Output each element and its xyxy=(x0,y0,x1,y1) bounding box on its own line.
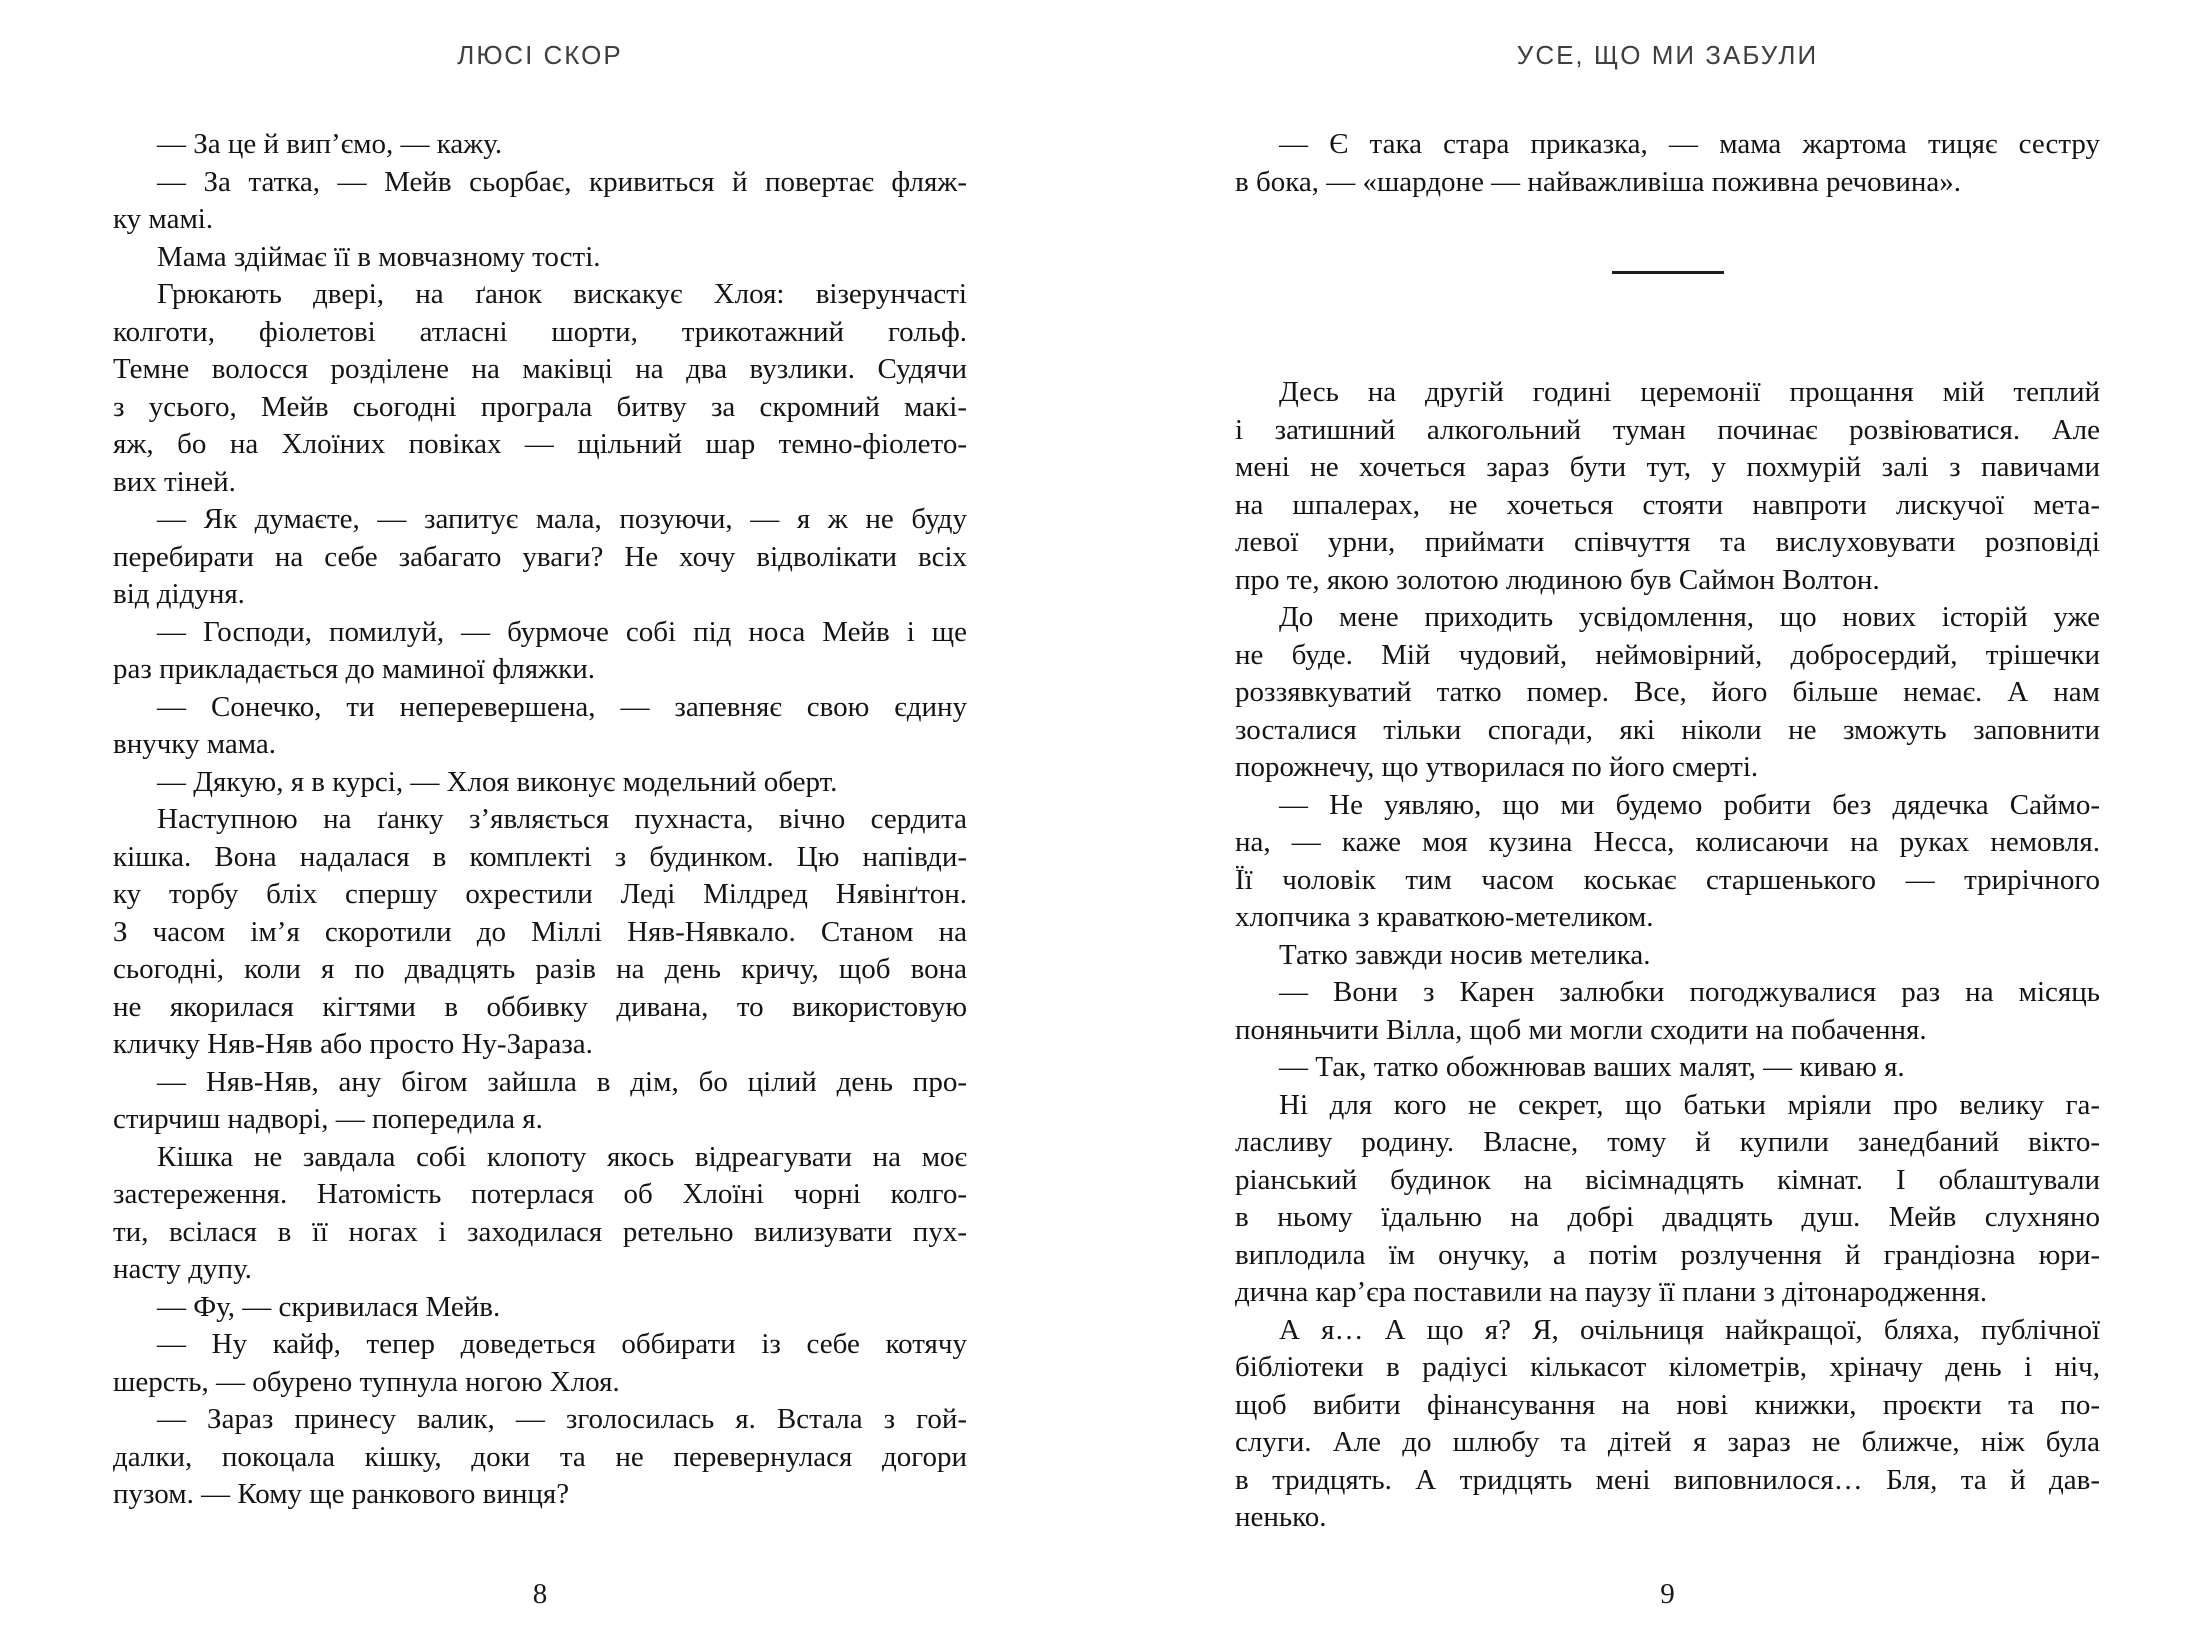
text-line: — Ну кайф, тепер доведеться оббирати із себе котячу xyxy=(157,1328,967,1360)
paragraph-group xyxy=(113,126,967,1514)
text-line: зосталися тільки спогади, які ніколи не зможуть заповнити xyxy=(1235,713,2100,746)
text-line: порожнечу, що утворилася по його смерті. xyxy=(1235,751,1759,783)
text-line: далки, покоцала кішку, доки та не перевернулася догори xyxy=(113,1440,967,1473)
paragraph xyxy=(1235,1087,2100,1312)
paragraph xyxy=(113,276,967,501)
text-line: і затишний алкогольний туман починає розвіюватися. Але xyxy=(1235,413,2100,446)
text-line: на шпалерах, не хочеться стояти навпроти лискучої мета- xyxy=(1235,488,2100,521)
text-line: в ньому їдальню на добрі двадцять душ. Мейв слухняно xyxy=(1235,1201,2100,1233)
paragraph xyxy=(113,1326,967,1401)
text-line: в тридцять. А тридцять мені виповнилося… Бля, та й дав- xyxy=(1235,1463,2100,1496)
text-line: на, — каже моя кузина Несса, колисаючи на руках немовля. xyxy=(1235,826,2100,858)
paragraph xyxy=(113,614,967,689)
text-line: Мама здіймає її в мовчазному тості. xyxy=(157,240,601,273)
paragraph xyxy=(113,801,967,1064)
text-line: Кішка не завдала собі клопоту якось відреагувати на моє xyxy=(157,1140,967,1173)
text-line: з усього, Мейв сьогодні програла битву за скромний макі- xyxy=(113,390,967,423)
paragraph xyxy=(1235,374,2100,599)
text-line: перебирати на себе забагато уваги? Не хочу відволікати всіх xyxy=(113,540,967,573)
text-line: стирчиш надворі, — попередила я. xyxy=(113,1103,543,1135)
text-line: бібліотеки в радіусі кількасот кілометрів, хріначу день і ніч, xyxy=(1235,1351,2100,1383)
text-line: в бока, — «шардоне — найважливіша поживна речовина». xyxy=(1235,165,1962,198)
text-line: — Як думаєте, — запитує мала, позуючи, — я ж не буду xyxy=(157,503,967,535)
text-line: — Няв-Няв, ану бігом зайшла в дім, бо цілий день про- xyxy=(157,1065,967,1098)
text-line: про те, якою золотою людиною був Саймон Волтон. xyxy=(1235,563,1880,596)
text-line: — Є така стара приказка, — мама жартома тицяє сестру xyxy=(1279,128,2100,160)
paragraph xyxy=(113,1139,967,1289)
text-line: ку мамі. xyxy=(113,203,214,235)
paragraph xyxy=(113,126,967,164)
text-line: — Вони з Карен залюбки погоджувалися раз на місяць xyxy=(1279,976,2100,1008)
paragraph xyxy=(1235,1049,2100,1087)
text-line: не якорилася кігтями в оббивку дивана, то використовую xyxy=(113,990,967,1023)
paragraph xyxy=(113,1064,967,1139)
paragraph xyxy=(113,764,967,802)
text-line: — За це й вип’ємо, — кажу. xyxy=(157,128,503,160)
paragraph xyxy=(1235,787,2100,937)
paragraph xyxy=(113,239,967,277)
page-right xyxy=(1235,0,2100,1650)
page-body xyxy=(1235,126,2100,1537)
text-line: щоб вибити фінансування на нові книжки, проєкти та по- xyxy=(1235,1388,2100,1421)
text-line: Татко завжди носив метелика. xyxy=(1279,938,1651,971)
text-line: — Фу, — скривилася Мейв. xyxy=(157,1290,501,1323)
text-line: Темне волосся розділене на маківці на два вузлики. Судячи xyxy=(113,353,967,385)
page-body xyxy=(113,126,967,1514)
text-line: шерсть, — обурено тупнула ногою Хлоя. xyxy=(113,1365,620,1398)
text-line: ріанський будинок на вісімнадцять кімнат. І облаштували xyxy=(1235,1163,2100,1196)
paragraph xyxy=(113,1401,967,1514)
text-line: ку торбу бліх спершу охрестили Леді Мілдред Нявінґтон. xyxy=(113,878,967,910)
text-line: — Сонечко, ти неперевершена, — запевняє свою єдину xyxy=(157,690,967,723)
text-line: — Так, татко обожнював ваших малят, — киваю я. xyxy=(1279,1051,1905,1083)
text-line: слуги. Але до шлюбу та дітей я зараз не ближче, ніж була xyxy=(1235,1426,2100,1458)
text-line: виплодила їм онучку, а потім розлучення й грандіозна юри- xyxy=(1235,1238,2100,1271)
text-line: насту дупу. xyxy=(113,1253,252,1285)
paragraph xyxy=(1235,599,2100,787)
text-line: Її чоловік тим часом коськає старшенького — трирічного xyxy=(1235,863,2100,896)
text-line: раз прикладається до маминої фляжки. xyxy=(113,653,595,685)
scene-divider-rule xyxy=(1612,271,1724,274)
text-line: — За татка, — Мейв сьорбає, кривиться й повертає фляж- xyxy=(157,165,967,198)
text-line: пузом. — Кому ще ранкового винця? xyxy=(113,1478,570,1510)
paragraph xyxy=(113,1289,967,1327)
paragraph xyxy=(113,164,967,239)
text-line: — Господи, помилуй, — бурмоче собі під носа Мейв і ще xyxy=(157,615,967,648)
text-line: сьогодні, коли я по двадцять разів на день кричу, щоб вона xyxy=(113,953,967,985)
text-line: — Дякую, я в курсі, — Хлоя виконує модельний оберт. xyxy=(157,765,838,798)
text-line: від дідуня. xyxy=(113,578,245,610)
page-number-left: 8 xyxy=(532,1578,548,1610)
text-line: кличку Няв-Няв або просто Ну-Зараза. xyxy=(113,1028,593,1060)
running-head-author: ЛЮСІ СКОР xyxy=(457,40,623,70)
text-line: не буде. Мій чудовий, неймовірний, добросердий, трішечки xyxy=(1235,638,2100,671)
paragraph xyxy=(113,501,967,614)
text-line: ти, всілася в її ногах і заходилася ретельно вилизувати пух- xyxy=(113,1215,967,1248)
text-line: До мене приходить усвідомлення, що нових історій уже xyxy=(1279,601,2100,633)
text-line: кішка. Вона надалася в комплекті з будинком. Цю напівди- xyxy=(113,840,967,873)
paragraph xyxy=(113,689,967,764)
text-line: дична кар’єра поставили на паузу її плани з дітонародження. xyxy=(1235,1276,1988,1308)
text-line: — Зараз принесу валик, — зголосилась я. Встала з гой- xyxy=(157,1403,967,1435)
paragraph xyxy=(1235,937,2100,975)
text-line: ласливу родину. Власне, тому й купили занедбаний вікто- xyxy=(1235,1126,2100,1158)
text-line: — Не уявляю, що ми будемо робити без дядечка Саймо- xyxy=(1279,788,2100,821)
text-line: левої урни, приймати співчуття та вислуховувати розповіді xyxy=(1235,526,2100,558)
text-line: застереження. Натомість потерлася об Хлоїні чорні колго- xyxy=(113,1178,967,1210)
text-line: поняньчити Вілла, щоб ми могли сходити на побачення. xyxy=(1235,1013,1927,1046)
paragraph xyxy=(1235,1312,2100,1537)
text-line: Ні для кого не секрет, що батьки мріяли про велику га- xyxy=(1279,1088,2100,1121)
text-line: Десь на другій годині церемонії прощання мій теплий xyxy=(1279,376,2100,408)
text-line: внучку мама. xyxy=(113,728,277,760)
paragraph xyxy=(1235,126,2100,201)
page-number-right: 9 xyxy=(1660,1578,1675,1610)
running-head-title: УСЕ, ЩО МИ ЗАБУЛИ xyxy=(1516,40,1819,70)
page-left xyxy=(113,0,967,1650)
paragraph-group xyxy=(1235,374,2100,1537)
text-line: колготи, фіолетові атласні шорти, трикотажний гольф. xyxy=(113,315,967,348)
text-line: З часом ім’я скоротили до Міллі Няв-Нявкало. Станом на xyxy=(113,915,967,948)
text-line: роззявкуватий татко помер. Все, його більше немає. А нам xyxy=(1235,676,2100,708)
text-line: вих тіней. xyxy=(113,465,236,498)
text-line: яж, бо на Хлоїних повіках — щільний шар темно-фіолето- xyxy=(113,428,967,460)
paragraph-group xyxy=(1235,126,2100,201)
paragraph xyxy=(1235,974,2100,1049)
text-line: Грюкають двері, на ґанок вискакує Хлоя: візерунчасті xyxy=(157,278,967,310)
text-line: хлопчика з краваткою-метеликом. xyxy=(1235,901,1654,933)
text-line: мені не хочеться зараз бути тут, у похмурій залі з павичами xyxy=(1235,451,2100,483)
text-line: А я… А що я? Я, очільниця найкращої, бляха, публічної xyxy=(1279,1313,2100,1346)
text-line: ненько. xyxy=(1235,1501,1327,1533)
text-line: Наступною на ґанку з’являється пухнаста, вічно сердита xyxy=(157,803,967,835)
